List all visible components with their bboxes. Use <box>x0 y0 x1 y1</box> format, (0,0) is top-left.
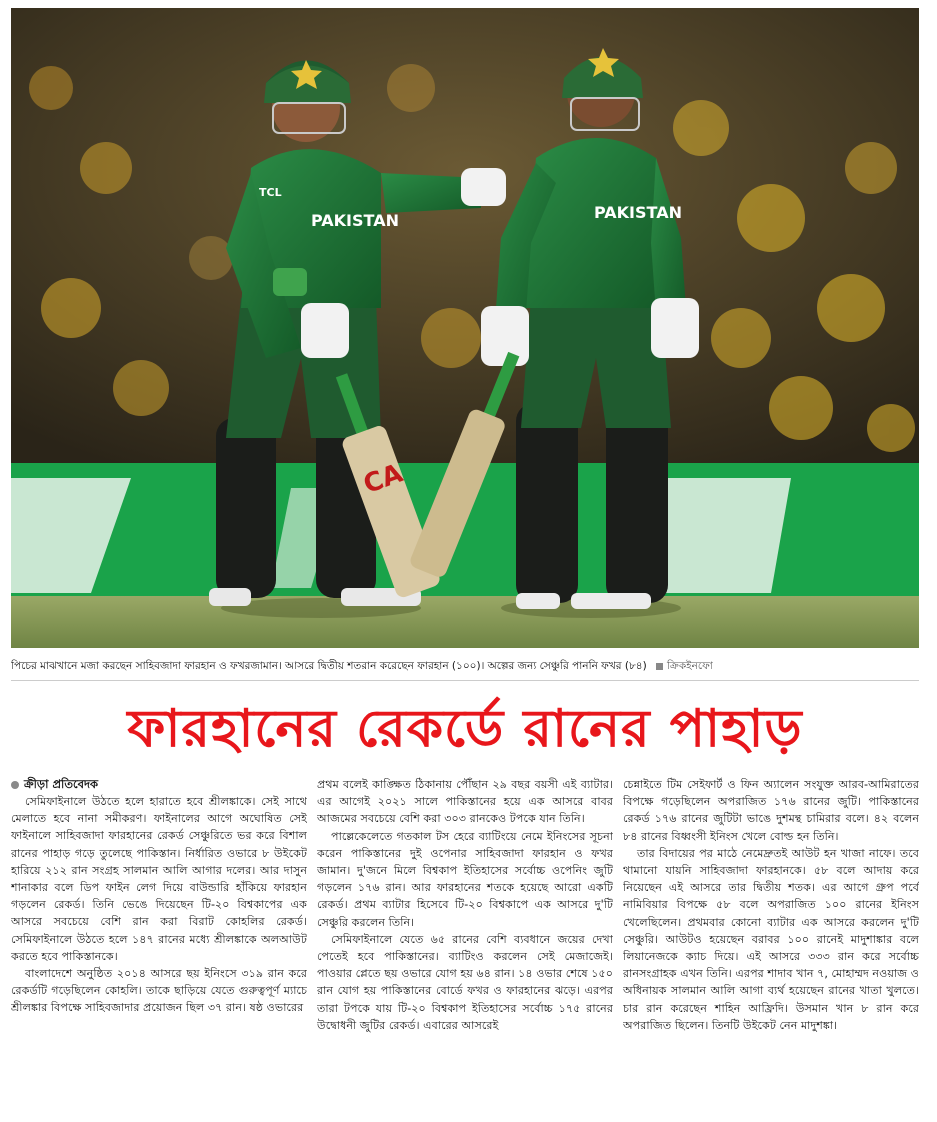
article-body <box>11 776 919 1116</box>
paragraph: প্রথম বলেই কাঙ্ক্ষিত ঠিকানায় পৌঁছান ২৯ বছর বয়সী এই ব্যাটার। এর আগেই ২০২১ সালে পাকিস্তানের হয়ে এক আসরে বাবর আজমের সবচেয়ে বেশি করা ৩০৩ রানকেও টপকে যান তিনি। <box>317 778 613 826</box>
paragraph: তার বিদায়ের পর মাঠে নেমেদ্রুতই আউট হন খাজা নাফে। তবে থামানো যায়নি সাহিবজাদা ফারহানকে। ৫৮ বলে আদায় করে নিয়েছেন এই আসরে তার দ্বিতীয় শতক। এর আগে গ্রুপ পর্বে নামিবিয়ার বিপক্ষে ৫৮ বলে অপরাজিত ১০০ রানের ইনিংস খেলেছিলেন। প্রথমবার কোনো ব্যাটার এক আসরে করলেন দু'টি সেঞ্চুরি। আউটও হয়েছেন বরাবর ১০০ রানেই মাদুশাঙ্কার বলে লিয়ানেজকে ক্যাচ দিয়ে। এই আসরে ৩৩৩ রান করে সর্বোচ্চ রানসংগ্রাহক এখন তিনি। এরপর শাদাব খান ৭, মোহাম্মদ নওয়াজ ও অধিনায়ক সালমান আলি আগা ব্যর্থ হয়েছেন রানের খাতা খুলতে। চার রান করেছেন শাহিন আফ্রিদি। উসমান খান ৮ রান করে অপরাজিত ছিলেন। তিনটি উইকেট নেন মাদুশঙ্কা। <box>623 846 919 1032</box>
pitch-grass <box>11 596 919 648</box>
paragraph: বাংলাদেশে অনুষ্ঠিত ২০১৪ আসরে ছয় ইনিংসে ৩১৯ রান করে রেকর্ডটি গড়েছিলেন কোহলি। তাকে ছাড়িয়ে যেতে গুরুত্বপূর্ণ ম্যাচে শ্রীলঙ্কার বিপক্ষে সাহিবজাদার প্রয়োজন ছিল ৩৭ রান। ষষ্ঠ ওভারের <box>11 967 307 1015</box>
jersey-text-right: PAKISTAN <box>594 203 682 222</box>
byline <box>11 776 307 793</box>
paragraph: চেন্নাইতে টিম সেইফার্ট ও ফিন অ্যালেন সংযুক্ত আরব-আমিরাতের বিপক্ষে গড়েছিলেন অপরাজিত ১৭৬ রানের জুটি। পাকিস্তানের রেকর্ড ১৭৬ রানের জুটিটা ভাঙে দুশমন্থ চামিরার বলে। ৪২ বলেন ৮৪ রানের বিধ্বংসী ইনিংস খেলে বোল্ড হন তিনি। <box>623 778 919 843</box>
paragraph: সেমিফাইনালে যেতে ৬৫ রানের বেশি ব্যবধানে জয়ের দেখা পেতেই হবে পাকিস্তানের। ব্যাটিংও করলেন সেই মেজাজেই। পাওয়ার প্লেতে ছয় ওভারে যোগ হয় ৬৪ রান। ১৪ ওভার শেষে ১৫০ রান যোগ হয় পাকিস্তানের বোর্ডে ফখর ও ফারহানের ঝড়ে। এরপর তারা টপকে যায় টি-২০ বিশ্বকাপ ইতিহাসের সর্বোচ্চ ১৭৫ রানের উদ্বোধনী জুটির রেকর্ড। এবারের আসরেই <box>317 932 613 1032</box>
jersey-text-left: PAKISTAN <box>311 211 399 230</box>
headline: ফারহানের রেকর্ডে রানের পাহাড় <box>127 699 803 759</box>
article-column-2 <box>317 776 613 1116</box>
byline-text: ক্রীড়া প্রতিবেদক <box>24 777 99 791</box>
photo-caption <box>11 655 919 677</box>
match-photo <box>11 8 919 648</box>
bat-logo: CA <box>359 458 407 501</box>
byline-bullet-icon <box>11 781 19 789</box>
divider <box>11 680 919 681</box>
photo-credit: ক্রিকইনফো <box>656 660 713 672</box>
article-column-1 <box>11 776 307 1116</box>
caption-text: পিচের মাঝখানে মজা করছেন সাহিবজাদা ফারহান ও ফখরজামান। আসরে দ্বিতীয় শতরান করেছেন ফারহান (১০০)। অল্পের জন্য সেঞ্চুরি পাননি ফখর (৮৪) <box>11 660 647 672</box>
paragraph: পাল্লেকেলেতে গতকাল টস হেরে ব্যাটিংয়ে নেমে ইনিংসের সূচনা করেন পাকিস্তানের দুই ওপেনার সাহিবজাদা ফারহান ও ফখর জামান। দু'জনে মিলে বিশ্বকাপ ইতিহাসের সর্বোচ্চ ওপেনিং জুটি গড়লেন ১৭৬ রান। আর ফারহানের শতকে হয়েছে আরো একটি রেকর্ড। প্রথম ব্যাটার হিসেবে টি-২০ বিশ্বকাপে এক আসরে দু'টি সেঞ্চুরি করলেন তিনি। <box>317 829 613 929</box>
paragraph: সেমিফাইনালে উঠতে হলে হারাতে হবে শ্রীলঙ্কাকে। সেই সাথে মেলাতে হবে নানা সমীকরণ। ফাইনালের আগে অঘোষিত সেই ফাইনালে সাহিবজাদা ফারহানের রেকর্ড সেঞ্চুরিতে ভর করে বিশাল রানের পাহাড় গড়ে তুলেছে পাকিস্তান। নির্ধারিত ওভারে ৮ উইকেট হারিয়ে ২১২ রান সংগ্রহ সালমান আলি আগার দলের। আর দাসুন শানাকার বলে ডিপ ফাইন লেগ দিয়ে বাউন্ডারি হাঁকিয়ে ফারহান গড়লেন রেকর্ড। তিনি ভেঙে দিয়েছেন টি-২০ বিশ্বকাপের এক আসরে সবচেয়ে বেশি রান করা বিরাট কোহলির রেকর্ড। সেমিফাইনালে উঠতে হলে ১৪৭ রানের মধ্যে শ্রীলঙ্কাকে অলআউট করতে হবে পাকিস্তানকে। <box>11 795 307 963</box>
article-column-3 <box>623 776 919 1116</box>
sponsor-text: TCL <box>259 186 282 199</box>
